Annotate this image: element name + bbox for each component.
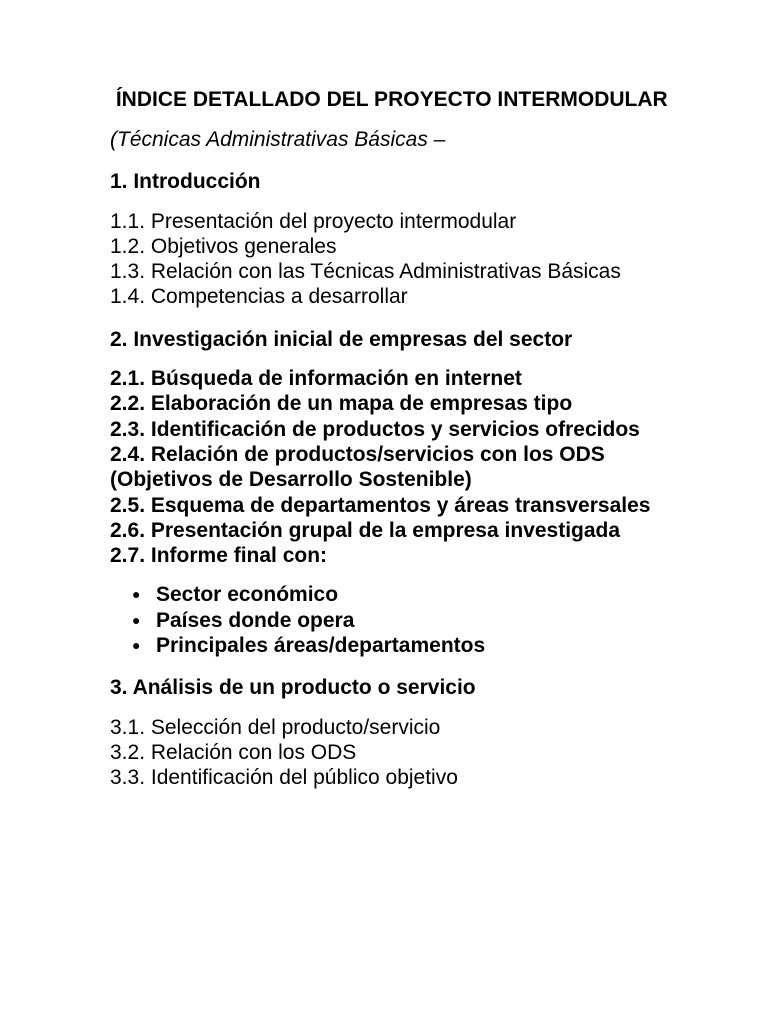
list-item: 1.3. Relación con las Técnicas Administrativas Básicas [110,260,621,284]
list-item: 1.1. Presentación del proyecto intermodular [110,209,517,233]
section-3-heading: 3. Análisis de un producto o servicio [110,676,476,700]
bullet-text: Sector económico [156,583,339,607]
section-2-heading: 2. Investigación inicial de empresas del sector [110,327,573,351]
section-2-bullet-list [110,582,710,658]
list-item: 2.4. Relación de productos/servicios con los ODS (Objetivos de Desarrollo Sostenible) [110,442,605,492]
section-1-items [110,209,710,310]
list-item: 3.2. Relación con los ODS [110,740,357,764]
list-item: 2.1. Búsqueda de información en internet [110,367,522,391]
list-item: 2.2. Elaboración de un mapa de empresas tipo [110,392,573,416]
list-item: 2.6. Presentación grupal de la empresa investigada [110,518,621,542]
document-title: ÍNDICE DETALLADO DEL PROYECTO INTERMODULAR [110,88,668,111]
bullet-text: Principales áreas/departamentos [156,634,486,658]
bullet-text: Países donde opera [156,608,355,632]
list-item: 2.7. Informe final con: [110,544,328,568]
bullet-icon: ● [132,611,141,628]
section-1-heading: 1. Introducción [110,170,261,194]
bullet-item [110,633,710,658]
list-item: 2.3. Identificación de productos y servicios ofrecidos [110,417,640,441]
list-item: 2.5. Esquema de departamentos y áreas transversales [110,493,651,517]
document-page [110,87,710,791]
document-subtitle: (Técnicas Administrativas Básicas – [110,128,446,151]
section-3-items [110,715,710,791]
list-item: 1.2. Objetivos generales [110,234,337,258]
bullet-icon: ● [132,586,141,603]
list-item: 3.1. Selección del producto/servicio [110,715,441,739]
list-item: 3.3. Identificación del público objetivo [110,766,458,790]
bullet-icon: ● [132,637,141,654]
list-item: 1.4. Competencias a desarrollar [110,285,408,309]
bullet-item [110,582,710,607]
section-2-items [110,366,710,568]
bullet-item [110,608,710,633]
